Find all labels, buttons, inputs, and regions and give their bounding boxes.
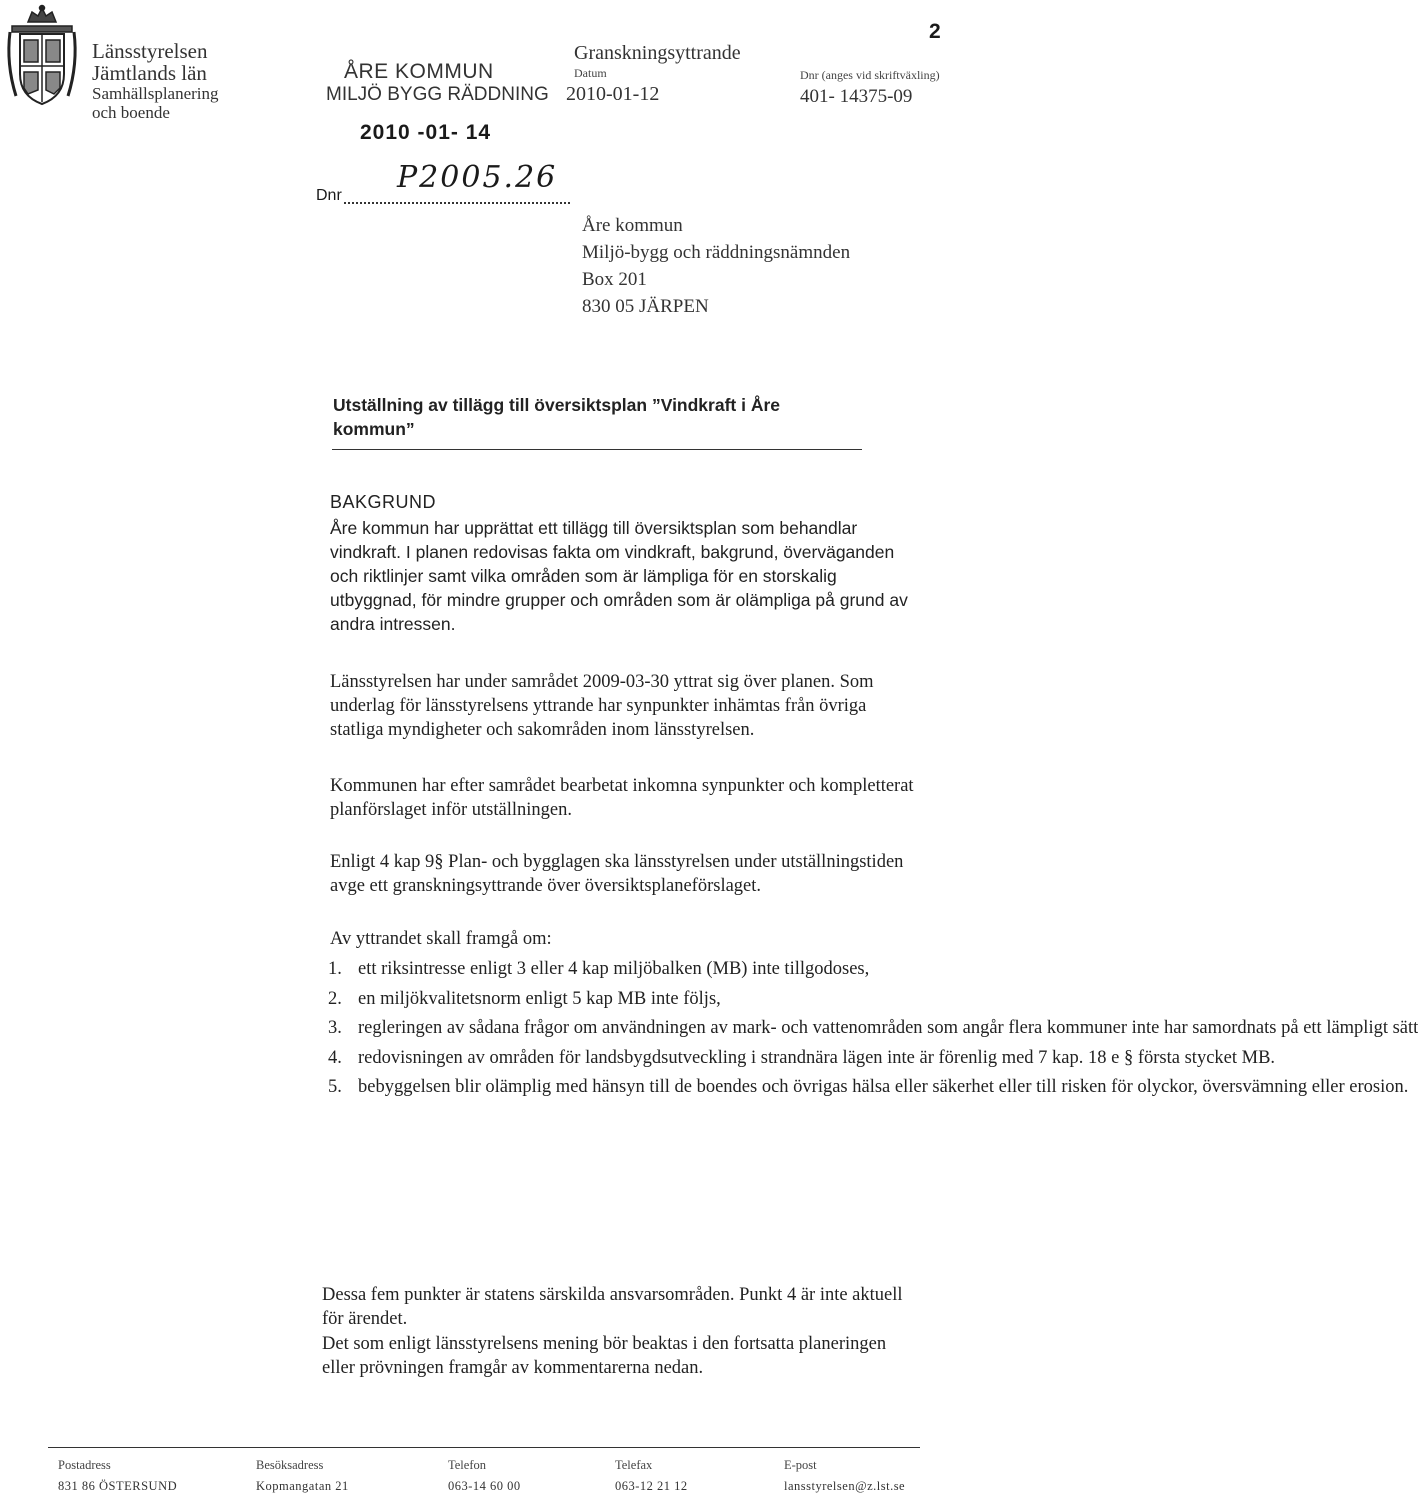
address-line: Box 201 <box>582 269 647 290</box>
dnr-dotted-line <box>344 202 570 204</box>
paragraph: Av yttrandet skall framgå om: <box>330 929 552 949</box>
footer-value: 063-14 60 00 <box>448 1479 521 1493</box>
org-line: Länsstyrelsen <box>92 39 208 63</box>
list-text: redovisningen av områden för landsbygdsutveckling i strandnära lägen inte är förenlig med 7 kap. 18 e § första stycket MB. <box>358 1047 1276 1068</box>
received-stamp <box>326 60 549 106</box>
page-number: 2 <box>929 20 941 43</box>
address-line: Miljö-bygg och räddningsnämnden <box>582 242 851 263</box>
document-date: 2010-01-12 <box>566 83 660 105</box>
received-date-stamp: 2010 -01- 14 <box>360 121 492 144</box>
paragraph: Enligt 4 kap 9§ Plan- och bygglagen ska länsstyrelsen under utställningstiden avge ett granskningsyttrande över översiktsplaneförslaget. <box>330 852 904 896</box>
title-line: kommun” <box>333 419 415 439</box>
footer-value: Kopmangatan 21 <box>256 1479 349 1493</box>
receiver-line: MILJÖ BYGG RÄDDNING <box>326 84 549 105</box>
list-number: 5. <box>328 1077 342 1097</box>
address-line: 830 05 JÄRPEN <box>582 296 709 317</box>
list-number: 4. <box>328 1047 342 1068</box>
org-line: och boende <box>92 103 170 122</box>
list-number: 1. <box>328 959 342 979</box>
footer-value: 063-12 21 12 <box>615 1479 688 1493</box>
dnr-number: 401- 14375-09 <box>800 86 913 107</box>
list-item <box>328 987 898 1012</box>
dnr-label: Dnr (anges vid skriftväxling) <box>800 68 940 82</box>
paragraph: Dessa fem punkter är statens särskilda ansvarsområden. Punkt 4 är inte aktuell för ärendet. <box>322 1285 903 1329</box>
coat-of-arms-icon <box>6 4 78 108</box>
paragraph: Åre kommun har upprättat ett tillägg till översiktsplan som behandlar vindkraft. I planen redovisas fakta om vindkraft, bakgrund, överväganden och riktlinjer samt vilka områden som är lämpliga för en storskalig utbyggnad, för mindre grupper och områden som är olämpliga på grund av andra intressen. <box>330 518 908 634</box>
org-line: Samhällsplanering <box>92 84 219 103</box>
list-text: en miljökvalitetsnorm enligt 5 kap MB inte följs, <box>358 988 721 1009</box>
org-line: Jämtlands län <box>92 61 207 85</box>
footer-label: Telefon <box>448 1458 486 1472</box>
footer-label: Telefax <box>615 1458 653 1472</box>
title-underline <box>332 449 862 450</box>
paragraph: Det som enligt länsstyrelsens mening bör beaktas i den fortsatta planeringen eller prövningen framgår av kommentarerna nedan. <box>322 1334 887 1378</box>
footer-value: 831 86 ÖSTERSUND <box>58 1479 178 1493</box>
footer-label: Postadress <box>58 1458 111 1472</box>
footer-label: Besöksadress <box>256 1458 324 1472</box>
list-item <box>328 1046 1276 1071</box>
list-text: bebyggelsen blir olämplig med hänsyn till de boendes och övrigas hälsa eller säkerhet eller till risken för olyckor, översvämning eller erosion. <box>358 1077 1409 1097</box>
footer-value: lansstyrelsen@z.lst.se <box>784 1479 906 1493</box>
list-number: 2. <box>328 988 342 1009</box>
date-label: Datum <box>574 66 607 80</box>
list-item <box>328 1075 1409 1100</box>
list-text: ett riksintresse enligt 3 eller 4 kap miljöbalken (MB) inte tillgodoses, <box>358 959 870 979</box>
criteria-list <box>328 957 1418 1105</box>
list-item <box>328 957 898 982</box>
handwritten-dnr: P2005.26 <box>397 160 558 195</box>
list-number: 3. <box>328 1018 342 1038</box>
list-text: regleringen av sådana frågor om användningen av mark- och vattenområden som angår flera kommuner inte har samordnats på ett lämpligt sätt <box>358 1018 1418 1038</box>
title-line: Utställning av tillägg till översiktsplan ”Vindkraft i Åre <box>333 395 781 415</box>
document-type: Granskningsyttrande <box>574 42 741 64</box>
recipient-address <box>582 212 850 320</box>
organization-name <box>92 40 219 122</box>
section-heading: BAKGRUND <box>330 492 437 512</box>
footer-divider <box>48 1447 920 1448</box>
paragraph: Länsstyrelsen har under samrådet 2009-03-30 yttrat sig över planen. Som underlag för länsstyrelsens yttrande har synpunkter inhämtas från övriga statliga myndigheter och sakområden inom länsstyrelsen. <box>330 672 874 740</box>
receiver-line: ÅRE KOMMUN <box>344 60 494 83</box>
list-item <box>328 1016 1418 1041</box>
paragraph: Kommunen har efter samrådet bearbetat inkomna synpunkter och kompletterat planförslaget inför utställningen. <box>330 776 914 820</box>
document-title <box>333 393 780 441</box>
dnr-stamp-label: Dnr <box>316 187 342 204</box>
footer-label: E-post <box>784 1458 817 1472</box>
address-line: Åre kommun <box>582 215 683 236</box>
